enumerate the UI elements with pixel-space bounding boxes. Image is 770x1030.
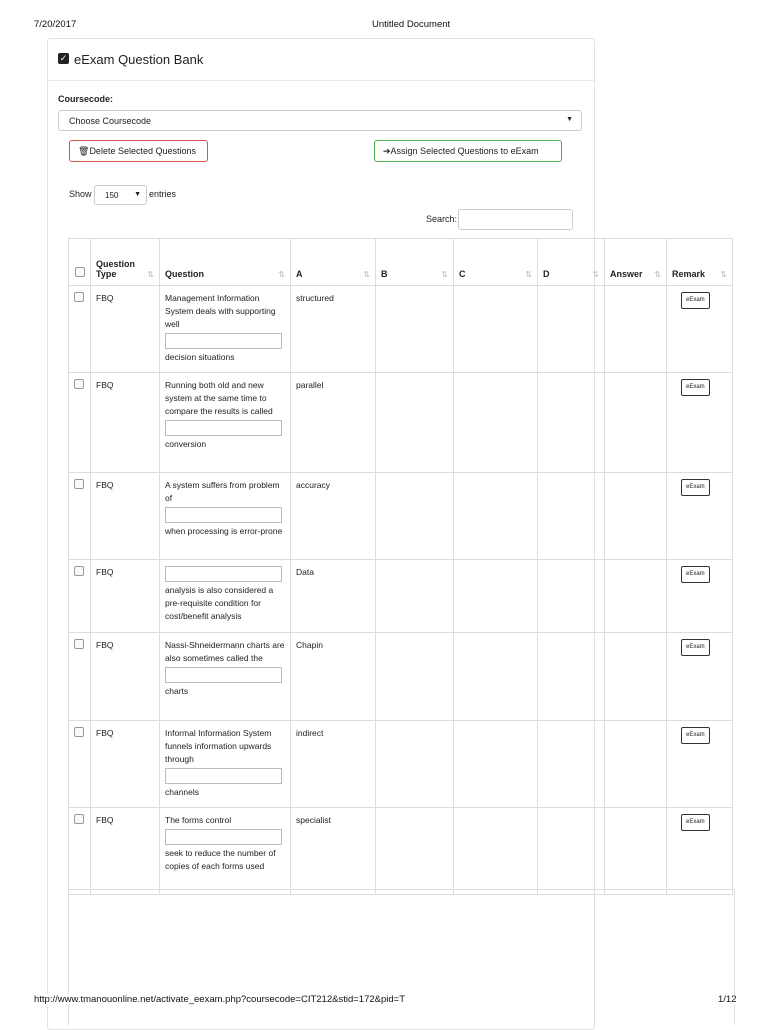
question-type-cell: FBQ bbox=[91, 286, 160, 373]
blank-input[interactable] bbox=[165, 566, 282, 582]
option-c-cell bbox=[454, 286, 538, 373]
question-text-after: seek to reduce the number of copies of each forms used bbox=[165, 848, 276, 871]
option-a-cell: accuracy bbox=[291, 473, 376, 560]
option-c-cell bbox=[454, 808, 538, 895]
option-b-cell bbox=[376, 721, 454, 808]
th-a-label: A bbox=[296, 269, 303, 279]
answer-cell bbox=[605, 808, 667, 895]
panel-header bbox=[48, 39, 594, 81]
th-answer-label: Answer bbox=[610, 269, 643, 279]
option-b-cell bbox=[376, 473, 454, 560]
column-divider bbox=[594, 890, 595, 1025]
caret-down-icon: ▼ bbox=[566, 116, 573, 123]
option-a-cell: structured bbox=[291, 286, 376, 373]
option-d-cell bbox=[538, 808, 605, 895]
eexam-button[interactable]: eExam bbox=[681, 379, 710, 396]
question-type-cell: FBQ bbox=[91, 473, 160, 560]
question-cell bbox=[160, 721, 291, 808]
search-input[interactable] bbox=[458, 209, 573, 230]
eexam-button[interactable]: eExam bbox=[681, 639, 710, 656]
th-question-type[interactable] bbox=[91, 239, 160, 286]
option-a-cell: indirect bbox=[291, 721, 376, 808]
remark-cell bbox=[667, 808, 733, 895]
question-cell bbox=[160, 286, 291, 373]
blank-input[interactable] bbox=[165, 829, 282, 845]
row-checkbox[interactable] bbox=[74, 479, 84, 489]
remark-cell bbox=[667, 473, 733, 560]
option-b-cell bbox=[376, 560, 454, 633]
question-type-cell: FBQ bbox=[91, 721, 160, 808]
remark-cell bbox=[667, 560, 733, 633]
answer-cell bbox=[605, 560, 667, 633]
th-d-label: D bbox=[543, 269, 550, 279]
remark-cell bbox=[667, 633, 733, 721]
question-text-after: channels bbox=[165, 787, 200, 797]
option-b-cell bbox=[376, 286, 454, 373]
option-a-cell: parallel bbox=[291, 373, 376, 473]
question-cell bbox=[160, 473, 291, 560]
sort-icon: ⇅ bbox=[720, 270, 727, 279]
print-doc-title: Untitled Document bbox=[372, 19, 451, 30]
th-question[interactable] bbox=[160, 239, 291, 286]
question-text-after: conversion bbox=[165, 439, 207, 449]
question-type-cell: FBQ bbox=[91, 808, 160, 895]
delete-selected-label: Delete Selected Questions bbox=[89, 146, 197, 156]
eexam-button[interactable]: eExam bbox=[681, 814, 710, 831]
question-text-after: decision situations bbox=[165, 352, 235, 362]
blank-input[interactable] bbox=[165, 667, 282, 683]
sort-icon: ⇅ bbox=[363, 270, 370, 279]
option-b-cell bbox=[376, 633, 454, 721]
option-b-cell bbox=[376, 808, 454, 895]
table-row bbox=[69, 373, 733, 473]
table-row bbox=[69, 808, 733, 895]
assign-to-eexam-label: Assign Selected Questions to eExam bbox=[390, 146, 539, 156]
print-page-number: 1/12 bbox=[718, 994, 737, 1005]
blank-input[interactable] bbox=[165, 768, 282, 784]
select-all-header[interactable] bbox=[69, 239, 91, 286]
question-text-after: when processing is error-prone bbox=[165, 526, 283, 536]
pushpin-icon: ➔ bbox=[383, 146, 391, 156]
answer-cell bbox=[605, 373, 667, 473]
sort-icon: ⇅ bbox=[654, 270, 661, 279]
questions-table bbox=[68, 238, 733, 895]
row-checkbox[interactable] bbox=[74, 814, 84, 824]
row-checkbox[interactable] bbox=[74, 639, 84, 649]
sort-icon: ⇅ bbox=[592, 270, 599, 279]
table-row bbox=[69, 560, 733, 633]
question-cell bbox=[160, 633, 291, 721]
question-cell bbox=[160, 808, 291, 895]
checkbox-checked-icon: ✓ bbox=[59, 53, 68, 63]
entries-length-value: 150 bbox=[105, 191, 119, 200]
question-text-before: The forms control bbox=[165, 815, 232, 825]
remark-cell bbox=[667, 373, 733, 473]
th-b[interactable] bbox=[376, 239, 454, 286]
trash-icon: 🗑 bbox=[78, 146, 90, 156]
print-url: http://www.tmanouonline.net/activate_eexam.php?coursecode=CIT212&stid=172&pid=T bbox=[34, 994, 405, 1005]
option-d-cell bbox=[538, 633, 605, 721]
blank-input[interactable] bbox=[165, 420, 282, 436]
question-text-before: Running both old and new system at the same time to compare the results is called bbox=[165, 380, 273, 416]
sort-icon: ⇅ bbox=[441, 270, 448, 279]
option-c-cell bbox=[454, 473, 538, 560]
question-cell bbox=[160, 560, 291, 633]
option-c-cell bbox=[454, 633, 538, 721]
answer-cell bbox=[605, 473, 667, 560]
remark-cell bbox=[667, 721, 733, 808]
sort-icon: ⇅ bbox=[278, 270, 285, 279]
eexam-button[interactable]: eExam bbox=[681, 292, 710, 309]
question-type-cell: FBQ bbox=[91, 373, 160, 473]
row-checkbox[interactable] bbox=[74, 292, 84, 302]
sort-icon: ⇅ bbox=[525, 270, 532, 279]
th-answer[interactable] bbox=[605, 239, 667, 286]
option-d-cell bbox=[538, 286, 605, 373]
panel-title: eExam Question Bank bbox=[74, 52, 204, 67]
entries-label: entries bbox=[149, 189, 177, 199]
coursecode-selected: Choose Coursecode bbox=[69, 116, 152, 126]
question-text-before: Nassi-Shneidermann charts are also sometimes called the bbox=[165, 640, 285, 663]
question-type-cell: FBQ bbox=[91, 560, 160, 633]
option-d-cell bbox=[538, 473, 605, 560]
assign-to-eexam-button[interactable] bbox=[374, 140, 562, 162]
th-question-label: Question bbox=[165, 269, 205, 279]
option-c-cell bbox=[454, 721, 538, 808]
entries-length-select[interactable] bbox=[94, 185, 147, 205]
row-checkbox[interactable] bbox=[74, 727, 84, 737]
answer-cell bbox=[605, 286, 667, 373]
th-d[interactable] bbox=[538, 239, 605, 286]
search-label: Search: bbox=[426, 214, 458, 224]
row-checkbox[interactable] bbox=[74, 379, 84, 389]
th-a[interactable] bbox=[291, 239, 376, 286]
th-remark-label: Remark bbox=[672, 269, 706, 279]
eexam-button[interactable]: eExam bbox=[681, 566, 710, 583]
row-checkbox[interactable] bbox=[74, 566, 84, 576]
select-all-checkbox[interactable] bbox=[75, 267, 85, 277]
option-c-cell bbox=[454, 560, 538, 633]
print-date: 7/20/2017 bbox=[34, 19, 77, 30]
table-row bbox=[69, 286, 733, 373]
table-header-row bbox=[69, 239, 733, 286]
th-question-type-label: Question Type bbox=[96, 259, 136, 279]
remark-cell bbox=[667, 286, 733, 373]
question-type-cell: FBQ bbox=[91, 633, 160, 721]
th-b-label: B bbox=[381, 269, 388, 279]
option-a-cell: specialist bbox=[291, 808, 376, 895]
table-row bbox=[69, 473, 733, 560]
show-label: Show bbox=[69, 189, 92, 199]
question-text-after: analysis is also considered a pre-requisite condition for cost/benefit analysis bbox=[165, 585, 274, 621]
eexam-button[interactable]: eExam bbox=[681, 727, 710, 744]
option-d-cell bbox=[538, 721, 605, 808]
question-text-after: charts bbox=[165, 686, 189, 696]
question-text-before: A system suffers from problem of bbox=[165, 480, 280, 503]
question-text-before: Management Information System deals with supporting well bbox=[165, 293, 276, 329]
delete-selected-button[interactable] bbox=[69, 140, 208, 162]
question-cell bbox=[160, 373, 291, 473]
answer-cell bbox=[605, 633, 667, 721]
option-b-cell bbox=[376, 373, 454, 473]
th-c[interactable] bbox=[454, 239, 538, 286]
option-a-cell: Data bbox=[291, 560, 376, 633]
blank-input[interactable] bbox=[165, 507, 282, 523]
option-d-cell bbox=[538, 373, 605, 473]
option-c-cell bbox=[454, 373, 538, 473]
question-text-before: Informal Information System funnels information upwards through bbox=[165, 728, 272, 764]
caret-down-icon: ▼ bbox=[134, 191, 141, 198]
option-a-cell: Chapin bbox=[291, 633, 376, 721]
answer-cell bbox=[605, 721, 667, 808]
th-c-label: C bbox=[459, 269, 466, 279]
coursecode-select[interactable] bbox=[58, 110, 582, 131]
blank-input[interactable] bbox=[165, 333, 282, 349]
table-row bbox=[69, 721, 733, 808]
sort-icon: ⇅ bbox=[147, 270, 154, 279]
eexam-button[interactable]: eExam bbox=[681, 479, 710, 496]
th-remark[interactable] bbox=[667, 239, 733, 286]
option-d-cell bbox=[538, 560, 605, 633]
coursecode-label: Coursecode: bbox=[58, 94, 114, 104]
table-row bbox=[69, 633, 733, 721]
